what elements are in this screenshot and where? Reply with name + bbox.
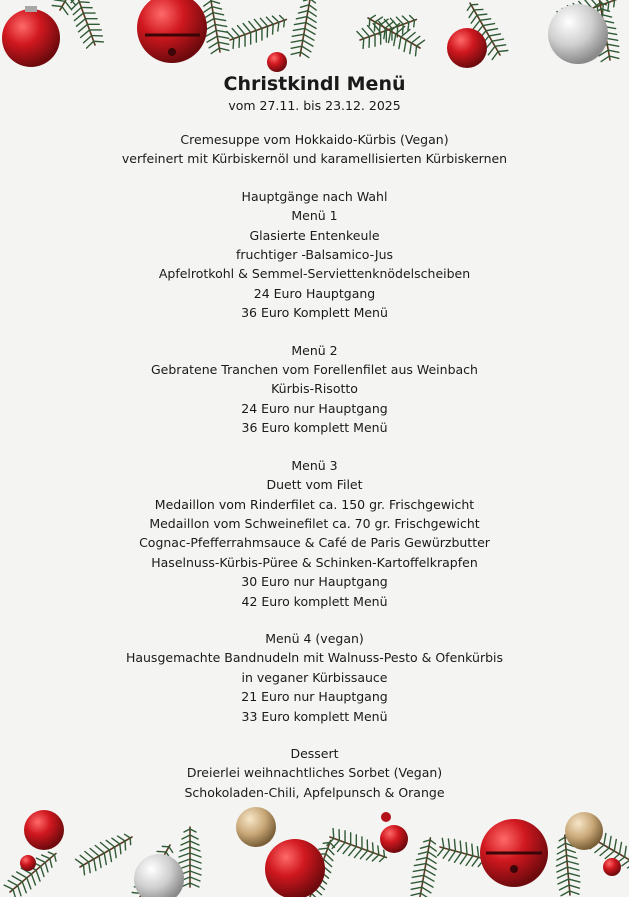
menu-line: verfeinert mit Kürbiskernöl und karamellisierten Kürbiskernen [121, 151, 508, 167]
menu-line: 42 Euro komplett Menü [241, 593, 388, 609]
bottom-christmas-decoration [0, 807, 629, 897]
menu-line: in veganer Kürbissauce [241, 669, 388, 685]
top-christmas-decoration [0, 0, 629, 80]
menu-line: Cremesuppe vom Hokkaido-Kürbis (Vegan) [180, 132, 449, 147]
silver-bauble-icon [548, 4, 608, 64]
menu-line: 21 Euro nur Hauptgang [241, 689, 388, 705]
fir-branch-icon [50, 0, 620, 62]
menu-section [0, 187, 629, 323]
bell-bauble-icon [145, 35, 200, 56]
menu-section [0, 629, 629, 726]
menu-line: Gebratene Tranchen vom Forellenfilet aus Weinbach [151, 362, 478, 378]
red-bauble-icon [24, 810, 548, 897]
menu-line: Kürbis-Risotto [271, 381, 358, 397]
menu-line: Schokoladen-Chili, Apfelpunsch & Orange [184, 784, 445, 800]
menu-line: Haselnuss-Kürbis-Püree & Schinken-Kartoffelkrapfen [151, 554, 478, 570]
red-berries-icon [20, 812, 621, 876]
fir-branch-icon [3, 827, 629, 897]
bell-bauble-icon [486, 853, 542, 873]
menu-line: 30 Euro nur Hauptgang [241, 574, 388, 590]
menu-line: Dreierlei weihnachtliches Sorbet (Vegan) [186, 765, 443, 781]
menu-section [0, 456, 629, 611]
menu-sections [0, 130, 629, 802]
menu-line: Dessert [290, 745, 339, 761]
menu-line: Duett vom Filet [266, 477, 363, 493]
menu-line: Apfelrotkohl & Semmel-Serviettenknödelscheiben [158, 266, 471, 282]
menu-title: Christkindl Menü [223, 73, 406, 95]
menu-line: 36 Euro komplett Menü [241, 420, 388, 436]
menu-line: Menü 1 [291, 208, 338, 224]
menu-line: fruchtiger -Balsamico-Jus [235, 247, 394, 263]
menu-line: 24 Euro nur Hauptgang [241, 400, 388, 416]
menu-section [0, 341, 629, 438]
menu-line: Glasierte Entenkeule [249, 227, 380, 243]
menu-line: Cognac-Pfefferrahmsauce & Café de Paris Gewürzbutter [139, 535, 490, 551]
menu-line: 36 Euro Komplett Menü [241, 305, 388, 321]
menu-line: Menü 4 (vegan) [265, 630, 364, 646]
menu-section [0, 130, 629, 169]
red-bauble-icon [2, 0, 487, 72]
menu-date-range: vom 27.11. bis 23.12. 2025 [228, 98, 401, 113]
menu-line: Medaillon vom Schweinefilet ca. 70 gr. Frischgewicht [149, 515, 480, 531]
christkindl-menu [0, 72, 629, 820]
menu-line: Hauptgänge nach Wahl [241, 188, 388, 204]
silver-bauble-icon [134, 854, 184, 897]
menu-section [0, 744, 629, 802]
menu-line: 33 Euro komplett Menü [241, 708, 388, 724]
menu-line: Hausgemachte Bandnudeln mit Walnuss-Pesto & Ofenkürbis [125, 650, 504, 666]
menu-line: Medaillon vom Rinderfilet ca. 150 gr. Frischgewicht [154, 496, 475, 512]
menu-line: Menü 3 [291, 457, 338, 473]
menu-line: 24 Euro Hauptgang [253, 285, 376, 301]
menu-line: Menü 2 [291, 342, 338, 358]
